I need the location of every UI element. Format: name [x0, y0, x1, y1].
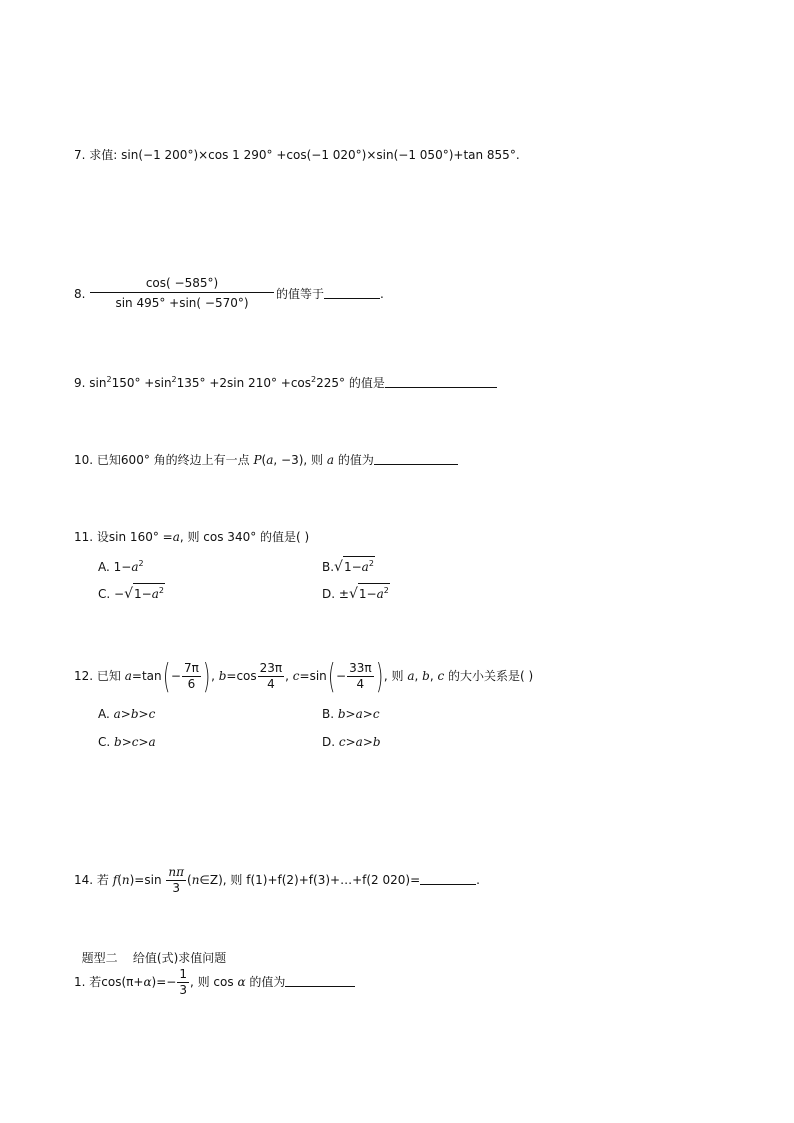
question-8	[74, 286, 85, 302]
sign: ±	[338, 587, 349, 601]
option-label: A.	[98, 707, 110, 721]
variable-a: a	[326, 453, 334, 467]
text-part: , −3), 则	[273, 453, 327, 467]
expr-part: sin	[89, 376, 107, 390]
option-b[interactable]	[322, 556, 375, 575]
answer-blank[interactable]	[420, 872, 476, 885]
sign: −	[170, 669, 181, 683]
option-label: D.	[322, 587, 336, 601]
option-b[interactable]	[322, 706, 380, 722]
text-part: ,	[285, 669, 293, 683]
text-part: ,	[211, 669, 219, 683]
variable-alpha: α	[143, 975, 152, 989]
variable-c: c	[292, 669, 300, 683]
question-number: 11.	[74, 530, 94, 544]
section-title-text: 题型二 给值(式)求值问题	[81, 951, 227, 965]
answer-blank[interactable]	[374, 452, 458, 465]
text-part: 已知	[96, 669, 125, 683]
variable-a: a	[131, 560, 139, 574]
denominator: 3	[172, 881, 180, 895]
section-question-1	[74, 964, 355, 1000]
answer-blank[interactable]	[324, 286, 380, 299]
option-text: b>a>c	[337, 707, 380, 721]
question-number: 7.	[74, 148, 86, 162]
text-part: , 则 cos 340° 的值是( )	[179, 530, 310, 544]
exponent: 2	[383, 586, 389, 595]
text-part: 的大小关系是( )	[444, 669, 534, 683]
fraction-cos-over-sin	[90, 276, 274, 311]
radicand-text: 1−	[358, 587, 377, 601]
option-label: D.	[322, 735, 336, 749]
variable-b: b	[218, 669, 227, 683]
fraction-33pi-4	[347, 661, 374, 692]
text-part: (	[261, 453, 267, 467]
text-part: ,	[429, 669, 438, 683]
right-paren: )	[375, 656, 383, 697]
question-8-suffix	[276, 286, 384, 302]
answer-blank[interactable]	[285, 974, 355, 987]
option-label: C.	[98, 587, 111, 601]
sign: −	[336, 669, 347, 683]
question-number: 14.	[74, 873, 94, 887]
exponent: 2	[106, 375, 112, 384]
section-title	[74, 934, 226, 966]
question-11	[74, 529, 309, 545]
text-part: , 则 cos	[189, 975, 238, 989]
denominator: 6	[187, 677, 196, 691]
question-number: 9.	[74, 376, 86, 390]
expr-part: 150° +sin	[111, 376, 172, 390]
expr-part: 135° +2sin 210° +cos	[176, 376, 312, 390]
question-number: 1.	[74, 975, 86, 989]
question-9	[74, 372, 497, 391]
option-label: C.	[98, 735, 111, 749]
option-a[interactable]	[98, 556, 144, 575]
numerator: 33π	[349, 661, 372, 675]
option-text: b>c>a	[114, 735, 156, 749]
sum-expression: f(1)+f(2)+f(3)+…+f(2 020)=	[246, 873, 421, 887]
variable-a: a	[266, 453, 274, 467]
option-label: B.	[322, 707, 335, 721]
question-12	[74, 656, 534, 697]
exponent: 2	[311, 375, 317, 384]
text-part: (	[187, 873, 192, 887]
text-part: )=sin	[129, 873, 166, 887]
sqrt	[349, 583, 390, 602]
period: .	[476, 873, 480, 887]
variable-a: a	[376, 587, 384, 601]
text-part: 设sin 160° =	[96, 530, 173, 544]
radicand-text: 1−	[343, 560, 362, 574]
fraction-denominator: sin 495° +sin( −570°)	[115, 296, 249, 310]
exponent: 2	[138, 559, 144, 568]
variable-alpha: α	[237, 975, 246, 989]
option-text: 1−	[113, 560, 132, 574]
variable-f: f	[112, 873, 118, 887]
variable-b: b	[422, 669, 430, 683]
option-c[interactable]	[98, 734, 156, 750]
radical-icon: √	[124, 586, 134, 602]
text-part: 的值为	[334, 453, 374, 467]
question-number: 8.	[74, 287, 86, 301]
radicand-text: 1−	[134, 587, 152, 601]
fraction-numerator: cos( −585°)	[90, 276, 274, 293]
fraction-23pi-4	[258, 661, 285, 692]
radical-icon: √	[334, 559, 343, 575]
variable-a: a	[151, 587, 159, 601]
question-prefix: 求值:	[89, 148, 118, 162]
text-part: =tan	[131, 669, 162, 683]
fraction-npi-3	[166, 865, 186, 896]
answer-blank[interactable]	[385, 375, 497, 388]
period: .	[380, 287, 384, 301]
text-part: ,	[414, 669, 423, 683]
variable-n: n	[191, 873, 200, 887]
variable-n: n	[121, 873, 130, 887]
variable-p: P	[253, 453, 262, 467]
variable-a: a	[407, 669, 415, 683]
sqrt	[334, 556, 375, 575]
fraction-7pi-6	[182, 661, 201, 692]
left-paren: (	[327, 656, 336, 697]
question-7	[74, 147, 520, 163]
text-part: =cos	[226, 669, 257, 683]
question-14	[74, 862, 480, 898]
sqrt	[124, 583, 165, 602]
question-expression: sin(−1 200°)×cos 1 290° +cos(−1 020°)×sin(−1 050°)+tan 855°.	[121, 148, 520, 162]
fraction-1-3	[177, 967, 189, 998]
question-number: 12.	[74, 669, 94, 683]
option-label: A.	[98, 560, 110, 574]
numerator: 1	[179, 967, 187, 981]
variable-c: c	[437, 669, 445, 683]
text-part: )=−	[151, 975, 177, 989]
expr-part: 225° 的值是	[316, 376, 385, 390]
right-paren: )	[202, 656, 211, 697]
numerator: nπ	[168, 865, 184, 879]
text-part: =sin	[299, 669, 327, 683]
suffix-text: 的值等于	[276, 287, 325, 301]
numerator: 7π	[183, 661, 199, 675]
numerator: 23π	[259, 661, 283, 675]
denominator: 3	[179, 983, 187, 997]
radical-icon: √	[348, 586, 358, 602]
text-part: 的值为	[245, 975, 286, 989]
variable-a: a	[172, 530, 180, 544]
exponent: 2	[158, 586, 164, 595]
variable-a: a	[124, 669, 132, 683]
option-a[interactable]	[98, 706, 155, 722]
text-part: , 则	[383, 669, 408, 683]
text-part: (	[117, 873, 122, 887]
text-part: ∈Z), 则	[199, 873, 247, 887]
option-label: B.	[322, 560, 335, 574]
denominator: 4	[267, 677, 275, 691]
option-text: a>b>c	[113, 707, 156, 721]
option-c[interactable]	[98, 583, 165, 602]
variable-a: a	[361, 560, 369, 574]
text-part: 若	[96, 873, 113, 887]
left-paren: (	[162, 656, 170, 697]
text-part: 已知600° 角的终边上有一点	[96, 453, 254, 467]
question-number: 10.	[74, 453, 94, 467]
option-d[interactable]	[322, 734, 381, 750]
question-10	[74, 452, 458, 468]
text-part: 若cos(π+	[89, 975, 144, 989]
exponent: 2	[171, 375, 177, 384]
option-d[interactable]	[322, 583, 390, 602]
denominator: 4	[356, 677, 365, 691]
exponent: 2	[368, 559, 374, 568]
option-text: c>a>b	[338, 735, 381, 749]
sign: −	[114, 587, 125, 601]
